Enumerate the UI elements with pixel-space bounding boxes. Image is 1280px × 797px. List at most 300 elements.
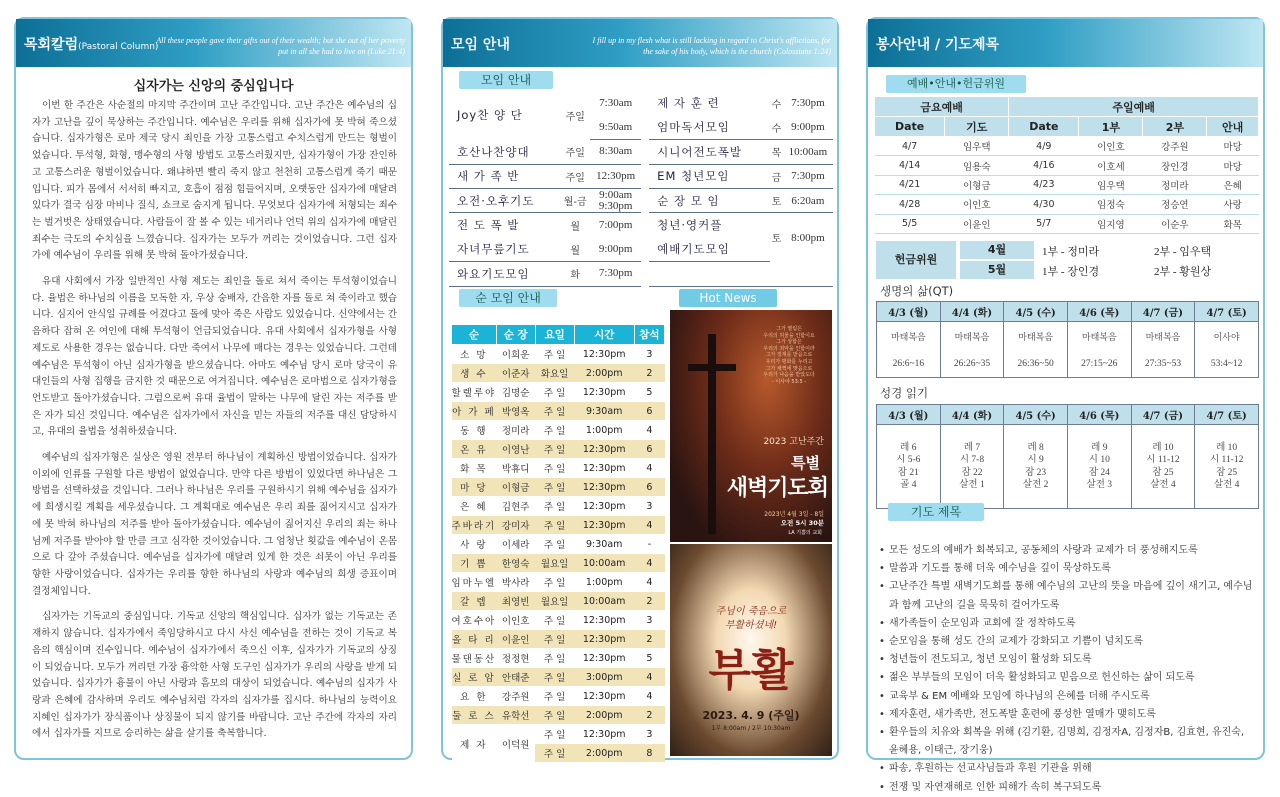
bible-reading: 레 6 시 5-6 잠 21 골 4 xyxy=(877,425,941,509)
poster-church: LA 기쁨의 교회 xyxy=(788,530,822,536)
bible-table xyxy=(876,404,1259,509)
meeting-name: 호산나찬양대 xyxy=(449,140,560,164)
meetings-header-title: 모임 안내 xyxy=(451,37,510,53)
group-leader: 김현주 xyxy=(496,497,535,516)
spacer xyxy=(641,115,649,139)
meeting-time: 7:30pm xyxy=(783,164,833,188)
meeting-day: 목 xyxy=(770,140,783,164)
pastoral-quote: All these people gave their gifts out of their wealth; but she out of her poverty put in all she had to live on (Luke 21:4) xyxy=(156,36,405,56)
easter-poster[interactable] xyxy=(670,544,832,756)
meeting-time: 7:30pm xyxy=(791,97,825,110)
service-panel xyxy=(866,17,1265,793)
meeting-day: 수 xyxy=(770,115,783,139)
qt-verse: 53:4~12 xyxy=(1195,352,1259,378)
group-leader: 박사라 xyxy=(496,573,535,592)
group-row xyxy=(452,611,665,630)
qt-day: 4/7 (토) xyxy=(1195,302,1259,322)
poster-title: 새벽기도회 xyxy=(726,476,828,501)
group-name: 기 쁨 xyxy=(452,554,497,573)
meeting-name: 순 장 모 임 xyxy=(649,189,770,213)
group-day: 주 일 xyxy=(535,706,574,725)
service-header xyxy=(868,19,1263,67)
group-day: 화요일 xyxy=(535,364,574,383)
first-service: 임우택 xyxy=(1079,175,1143,194)
group-day: 주 일 xyxy=(535,516,574,535)
spacer xyxy=(641,189,649,213)
group-count: 4 xyxy=(634,668,664,687)
group-name: 물댄동산 xyxy=(452,649,497,668)
usher: 은혜 xyxy=(1207,175,1259,194)
group-time: 1:00pm xyxy=(574,421,634,440)
group-row xyxy=(452,402,665,421)
group-name: 할렐루야 xyxy=(452,383,497,402)
prayer-item: • 말씀과 기도를 통해 더욱 예수님을 깊이 묵상하도록 xyxy=(878,560,1255,578)
group-leader: 한영숙 xyxy=(496,554,535,573)
group-day: 주 일 xyxy=(535,573,574,592)
second-service: 강주원 xyxy=(1143,137,1207,156)
group-day: 주 일 xyxy=(535,535,574,554)
meeting-name: 와요기도모임 xyxy=(449,262,560,286)
bible-reading: 레 10 시 11-12 잠 25 살전 4 xyxy=(1195,425,1259,509)
usher: 마당 xyxy=(1207,137,1259,156)
group-name: 임마누엘 xyxy=(452,573,497,592)
group-count: 6 xyxy=(634,402,664,421)
col-header: 안내 xyxy=(1207,117,1259,137)
group-time: 12:30pm xyxy=(574,630,634,649)
meeting-name: 새 가 족 반 xyxy=(449,164,560,188)
group-name: 둘 로 스 xyxy=(452,706,497,725)
meeting-name: Joy찬 양 단 xyxy=(457,108,523,123)
meeting-time: 6:20am xyxy=(783,189,833,213)
col-header: 순 장 xyxy=(496,325,535,345)
group-time: 12:30pm xyxy=(574,478,634,497)
group-count: 3 xyxy=(634,345,664,364)
col-header: 1부 xyxy=(1079,117,1143,137)
qt-day: 4/7 (금) xyxy=(1131,302,1195,322)
group-time: 2:00pm xyxy=(574,364,634,383)
group-day: 주 일 xyxy=(535,649,574,668)
group-row xyxy=(452,478,665,497)
friday-prayer: 임용숙 xyxy=(945,156,1009,175)
meeting-name: 엄마독서모임 xyxy=(649,115,770,139)
group-time: 12:30pm xyxy=(574,345,634,364)
poster-verses: 그가 찔림은 우리의 허물을 인함이요 그가 상함은 우리의 죄악을 인함이라 그가 징계를 받음으로 우리가 평화를 누리고 그가 채찍에 맞음으로 우리가 나음을 받았도다 - 이사야 53:5 - xyxy=(763,326,815,385)
poster-sub2: 부활하셨네! xyxy=(724,620,778,631)
meeting-time: 9:00pm xyxy=(590,237,641,261)
meeting-day: 토 xyxy=(770,189,783,213)
meeting-time xyxy=(783,262,833,286)
group-name: 마 당 xyxy=(452,478,497,497)
bible-reading: 레 8 시 9 잠 23 살전 2 xyxy=(1004,425,1068,509)
group-count: 4 xyxy=(634,687,664,706)
group-count: 8 xyxy=(634,744,664,763)
group-leader: 유학선 xyxy=(496,706,535,725)
offering-second: 2부 - 황원상 xyxy=(1154,266,1212,278)
group-day: 주 일 xyxy=(535,630,574,649)
spacer xyxy=(641,237,649,261)
prayer-item: • 모든 성도의 예배가 회복되고, 공동체의 사랑과 교제가 더 풍성해지도록 xyxy=(878,542,1255,560)
second-service: 정미라 xyxy=(1143,175,1207,194)
group-row xyxy=(452,725,665,744)
poster-special: 특별 xyxy=(791,454,820,472)
group-name: 올 타 리 xyxy=(452,630,497,649)
qt-day: 4/4 (화) xyxy=(940,302,1004,322)
worship-row xyxy=(875,137,1259,156)
group-count: 3 xyxy=(634,497,664,516)
group-row xyxy=(452,535,665,554)
group-row xyxy=(452,573,665,592)
group-leader: 안태준 xyxy=(496,668,535,687)
prayer-list xyxy=(878,542,1255,797)
group-time: 12:30pm xyxy=(574,497,634,516)
meetings-pill: 모임 안내 xyxy=(459,71,553,89)
group-time: 3:00pm xyxy=(574,668,634,687)
group-time: 9:30am xyxy=(574,402,634,421)
qt-verse: 27:15~26 xyxy=(1067,352,1131,378)
group-day: 주 일 xyxy=(535,345,574,364)
col-header: 참석 xyxy=(634,325,664,345)
col-header: 시간 xyxy=(574,325,634,345)
spacer xyxy=(641,91,649,115)
bible-day: 4/5 (수) xyxy=(1004,405,1068,425)
friday-date: 4/7 xyxy=(875,137,945,156)
meeting-name: EM 청년모임 xyxy=(649,164,770,188)
bible-reading: 레 10 시 11-12 잠 25 살전 4 xyxy=(1131,425,1195,509)
meeting-day xyxy=(770,262,783,286)
offering-first: 1부 - 정미라 xyxy=(1042,246,1100,258)
group-name: 여호수아 xyxy=(452,611,497,630)
group-day: 주 일 xyxy=(535,402,574,421)
meeting-day: 주일 xyxy=(565,111,585,123)
group-row xyxy=(452,687,665,706)
spacer xyxy=(641,164,649,188)
group-day: 주 일 xyxy=(535,478,574,497)
group-day: 주 일 xyxy=(535,725,574,744)
prayer-pill: 기도 제목 xyxy=(888,503,984,521)
bible-reading: 레 9 시 10 잠 24 살전 3 xyxy=(1067,425,1131,509)
group-time: 12:30pm xyxy=(574,383,634,402)
sunday-date: 4/16 xyxy=(1009,156,1079,175)
group-row xyxy=(452,516,665,535)
friday-date: 5/5 xyxy=(875,214,945,233)
article-paragraph: 십자가는 기독교의 중심입니다. 기독교 신앙의 핵심입니다. 십자가 없는 기독교는 존재하지 않습니다. 십자가에서 죽임당하시고 다시 사신 예수님을 전하는 것이 기독교 복음의 핵심이며 진수입니다. 예수님이 십자가에서 죽으신 이후, 십자가가 기독교의 상징이 되었습니다. 모두가 꺼리던 가장 흉악한 사형 도구인 십자가가 우리의 사랑을 받게 되었습니다. 십자가가 흉물이 아닌 사랑과 흠모의 대상이 되었습니다. 예수님의 십자가 사랑과 은혜에 감사하며 우리도 예수님처럼 각자의 십자가를 집시다. 하나님의 능력이요 지혜인 십자가가 장식품이나 상징물이 되지 않기를 바랍니다. 고난 주간에 각자의 자리에서 십자가를 지므로 승리하는 삶을 살기를 축복합니다. xyxy=(32,611,397,740)
group-time: 12:30pm xyxy=(574,516,634,535)
group-count: 2 xyxy=(634,706,664,725)
qt-verse: 26:36~50 xyxy=(1004,352,1068,378)
meeting-time: 7:30am xyxy=(599,96,633,109)
group-row xyxy=(452,383,665,402)
group-count: - xyxy=(634,535,664,554)
first-service: 임지영 xyxy=(1079,214,1143,233)
poster-date: 2023. 4. 9 (주일) xyxy=(702,709,800,722)
friday-prayer: 이윤인 xyxy=(945,214,1009,233)
group-day: 주 일 xyxy=(535,611,574,630)
meetings-header xyxy=(443,19,837,67)
group-leader: 이희운 xyxy=(496,345,535,364)
group-day: 월요일 xyxy=(535,592,574,611)
meeting-name xyxy=(649,262,770,286)
group-time: 12:30pm xyxy=(574,725,634,744)
group-count: 4 xyxy=(634,573,664,592)
first-service: 이인호 xyxy=(1079,137,1143,156)
qt-verse: 26:26~35 xyxy=(940,352,1004,378)
prayer-item: • 교육부 & EM 예배와 모임에 하나님의 은혜를 더해 주시도록 xyxy=(878,688,1255,706)
qt-verse: 26:6~16 xyxy=(877,352,941,378)
poster-title: 부활 xyxy=(708,645,794,696)
group-leader: 이영난 xyxy=(496,440,535,459)
sunday-worship-header: 주일예배 xyxy=(1009,97,1259,117)
second-service: 이순우 xyxy=(1143,214,1207,233)
qt-day: 4/3 (월) xyxy=(877,302,941,322)
group-name: 동 행 xyxy=(452,421,497,440)
prayer-item: • 젊은 부부들의 모임이 더욱 활성화되고 믿음으로 헌신하는 삶이 되도록 xyxy=(878,669,1255,687)
group-time: 12:30pm xyxy=(574,440,634,459)
friday-prayer: 임우택 xyxy=(945,137,1009,156)
friday-prayer: 이인호 xyxy=(945,195,1009,214)
group-name: 은 혜 xyxy=(452,497,497,516)
prayer-item: • 제자훈련, 새가족반, 전도폭발 훈련에 풍성한 열매가 맺히도록 xyxy=(878,706,1255,724)
group-time: 2:00pm xyxy=(574,706,634,725)
pastoral-header xyxy=(16,19,411,67)
group-leader: 박영옥 xyxy=(496,402,535,421)
qt-title: 생명의 삶(QT) xyxy=(880,284,954,298)
group-day: 주 일 xyxy=(535,459,574,478)
group-row xyxy=(452,649,665,668)
friday-date: 4/14 xyxy=(875,156,945,175)
article-body xyxy=(32,98,397,752)
worship-row xyxy=(875,175,1259,194)
meeting-row xyxy=(449,140,833,164)
meeting-time: 8:30am xyxy=(590,140,641,164)
meeting-day: 주일 xyxy=(560,164,590,188)
group-leader: 이세라 xyxy=(496,535,535,554)
prayer-item: • 고난주간 특별 새벽기도회를 통해 예수님의 고난의 뜻을 마음에 깊이 새기고, 예수님과 함께 고난의 길을 묵묵히 걸어가도록 xyxy=(878,578,1255,614)
group-row xyxy=(452,706,665,725)
group-count: 3 xyxy=(634,725,664,744)
group-time: 9:30am xyxy=(574,535,634,554)
group-name: 화 목 xyxy=(452,459,497,478)
friday-date: 4/21 xyxy=(875,175,945,194)
bible-day: 4/7 (토) xyxy=(1195,405,1259,425)
group-name: 소 망 xyxy=(452,345,497,364)
qt-table xyxy=(876,301,1259,378)
group-count: 5 xyxy=(634,649,664,668)
meeting-name: 제 자 훈 련 xyxy=(657,96,720,111)
offering-month: 4월 xyxy=(960,241,1034,259)
group-time: 10:00am xyxy=(574,554,634,573)
meeting-row xyxy=(449,262,833,286)
meeting-day: 토 xyxy=(771,234,782,246)
meeting-time: 7:00pm xyxy=(598,218,633,231)
group-time: 2:00pm xyxy=(574,744,634,763)
meeting-day: 월 xyxy=(560,237,590,261)
col-header: 순 xyxy=(452,325,497,345)
meeting-time: 7:30pm xyxy=(590,262,641,286)
col-header: Date xyxy=(1009,117,1079,137)
meeting-time: 9:00am 9:30pm xyxy=(590,189,641,213)
meeting-row xyxy=(449,91,833,115)
group-leader: 이윤인 xyxy=(496,630,535,649)
group-name: 온 유 xyxy=(452,440,497,459)
qt-book: 마태복음 xyxy=(877,322,941,352)
group-leader: 이덕원 xyxy=(496,725,535,763)
group-day: 주 일 xyxy=(535,744,574,763)
bible-day: 4/6 (목) xyxy=(1067,405,1131,425)
offering-label: 헌금위원 xyxy=(876,241,956,279)
group-row xyxy=(452,630,665,649)
worship-row xyxy=(875,156,1259,175)
group-name: 아 가 페 xyxy=(452,402,497,421)
meeting-day: 금 xyxy=(770,164,783,188)
first-service: 이호세 xyxy=(1079,156,1143,175)
qt-book: 이사야 xyxy=(1195,322,1259,352)
col-header: Date xyxy=(875,117,945,137)
meeting-day: 주일 xyxy=(560,140,590,164)
poster-time: 1부 8:00am / 2부 10:30am xyxy=(711,725,791,732)
pastoral-header-title: 목회칼럼(Pastoral Column) xyxy=(24,37,159,53)
group-day: 월요일 xyxy=(535,554,574,573)
group-time: 12:30pm xyxy=(574,611,634,630)
dawn-prayer-poster[interactable] xyxy=(670,310,832,542)
group-count: 2 xyxy=(634,592,664,611)
group-row xyxy=(452,345,665,364)
group-leader: 김명순 xyxy=(496,383,535,402)
group-row xyxy=(452,554,665,573)
group-row xyxy=(452,459,665,478)
poster-year: 2023 고난주간 xyxy=(763,437,824,447)
friday-date: 4/28 xyxy=(875,195,945,214)
qt-day: 4/6 (목) xyxy=(1067,302,1131,322)
group-name: 요 한 xyxy=(452,687,497,706)
meeting-time: 10:00am xyxy=(783,140,833,164)
pastoral-column-panel xyxy=(14,17,413,760)
group-time: 1:00pm xyxy=(574,573,634,592)
qt-book: 마태복음 xyxy=(940,322,1004,352)
prayer-item: • 파송, 후원하는 선교사님들과 후원 기관을 위해 xyxy=(878,760,1255,778)
article-paragraph: 예수님의 십자가형은 실상은 영원 전부터 하나님이 계획하신 방법이었습니다. 십자가 이외에 인류를 구원할 다른 방법이 없었습니다. 만약 다른 방법이 있었다면 하나님은 그 방법을 선택하셨을 것입니다. 그러나 하나님은 우리를 구원하시기 위해 예수님을 십자가에 희생시킬 계획을 세우셨습니다. 그 계획대로 예수님은 우리 죄를 짊어지시고 십자가에 못 박혀 하나님의 저주를 받아 돌아가셨습니다. 예수님이 짊어지신 우리의 죄는 하나님께 저주를 받아야 할 만큼 크고 심각한 것이었습니다. 그 엄청난 횟값을 예수님이 온몸으로 다 갚아 주셨습니다. 예수님을 십자가에 매달려 있게 한 것은 쇠못이 아닌 우리를 향한 사랑이었습니다. 십자가는 우리를 향한 하나님의 사랑과 예수님의 희생 증표이며 결정체입니다. xyxy=(32,452,397,597)
meeting-day: 화 xyxy=(560,262,590,286)
offering-month: 5월 xyxy=(960,261,1034,279)
group-count: 4 xyxy=(634,459,664,478)
group-leader: 정미라 xyxy=(496,421,535,440)
group-day: 주 일 xyxy=(535,497,574,516)
small-groups-table xyxy=(451,324,665,763)
friday-worship-header: 금요예배 xyxy=(875,97,1009,117)
meeting-row xyxy=(449,164,833,188)
group-count: 5 xyxy=(634,383,664,402)
group-leader: 이형금 xyxy=(496,478,535,497)
second-service: 정승연 xyxy=(1143,195,1207,214)
group-name: 사 랑 xyxy=(452,535,497,554)
group-row xyxy=(452,440,665,459)
group-time: 10:00am xyxy=(574,592,634,611)
meeting-time: 9:50am xyxy=(590,115,641,139)
group-name: 주바라기 xyxy=(452,516,497,535)
prayer-item: • 전쟁 및 자연재해로 인한 피해가 속히 복구되도록 xyxy=(878,779,1255,797)
qt-book: 마태복음 xyxy=(1067,322,1131,352)
sunday-date: 4/23 xyxy=(1009,175,1079,194)
offering-first: 1부 - 장인경 xyxy=(1042,266,1100,278)
hot-news-pill: Hot News xyxy=(679,289,777,307)
group-row xyxy=(452,592,665,611)
cross-image-bar xyxy=(688,364,736,371)
group-leader: 강미자 xyxy=(496,516,535,535)
spacer xyxy=(641,140,649,164)
group-count: 4 xyxy=(634,421,664,440)
meeting-time: 12:30pm xyxy=(590,164,641,188)
group-row xyxy=(452,668,665,687)
worship-table xyxy=(874,96,1259,234)
meeting-time: 8:00pm xyxy=(791,231,825,244)
poster-sub1: 주님이 죽음으로 xyxy=(715,606,787,617)
group-day: 주 일 xyxy=(535,421,574,440)
bible-day: 4/4 (화) xyxy=(940,405,1004,425)
sunday-date: 5/7 xyxy=(1009,214,1079,233)
group-leader: 최영빈 xyxy=(496,592,535,611)
meeting-name: 전 도 폭 발 xyxy=(457,218,520,233)
group-day: 주 일 xyxy=(535,440,574,459)
group-day: 주 일 xyxy=(535,383,574,402)
article-paragraph: 유대 사회에서 가장 일반적인 사형 제도는 죄인을 돌로 쳐서 죽이는 투석형이었습니다. 율법은 하나님의 이름을 모독한 자, 우상 숭배자, 간음한 자를 돌로 쳐 죽이라고 했습니다. 심지어 안식일 규례를 어겼다고 돌에 맞아 죽은 사람도 있었습니다. 신약에서는 간음하다 잡혀 온 여인에 대해 투석형이 언급되었습니다. 유대 사회에서 십자가형을 사형 제도로 사용한 경우는 없습니다. 다만 죽여서 나무에 매다는 경우는 있었습니다. 그런데 예수님은 투석형이 아닌 십자가형을 받으셨습니다. 아마도 예수님 당시 로마 당국이 유대인들의 사형 집행을 금지한 것 때문으로 여겨집니다. 예수님은 로마법으로 십자가형을 언도받고 돌아가셨습니다. 그럼으로써 유대 율법이 말하는 나무에 달린 자는 저주를 받은 자가 되신 것입니다. 예수님은 십자가에서 자신을 믿는 자들의 저주를 대신 담당하시고, 유대의 율법을 성취하셨습니다. xyxy=(32,276,397,438)
group-count: 2 xyxy=(634,630,664,649)
sunday-date: 4/30 xyxy=(1009,195,1079,214)
meeting-time: 9:00pm xyxy=(783,115,833,139)
spacer xyxy=(641,213,649,237)
meeting-name: 청년·영커플 xyxy=(657,218,723,233)
second-service: 장인경 xyxy=(1143,156,1207,175)
prayer-item: • 새가족들이 순모임과 교회에 잘 정착하도록 xyxy=(878,615,1255,633)
group-count: 4 xyxy=(634,554,664,573)
meeting-row xyxy=(449,189,833,213)
qt-day: 4/5 (수) xyxy=(1004,302,1068,322)
worship-row xyxy=(875,195,1259,214)
bible-title: 성경 읽기 xyxy=(880,386,929,400)
qt-book: 마태복음 xyxy=(1004,322,1068,352)
group-name: 실 로 암 xyxy=(452,668,497,687)
bible-day: 4/7 (금) xyxy=(1131,405,1195,425)
meeting-day: 월-금 xyxy=(560,189,590,213)
group-time: 12:30pm xyxy=(574,687,634,706)
group-count: 6 xyxy=(634,440,664,459)
small-groups-pill: 순 모임 안내 xyxy=(459,289,557,307)
group-row xyxy=(452,421,665,440)
col-header: 요일 xyxy=(535,325,574,345)
meeting-row xyxy=(449,213,833,237)
col-header: 2부 xyxy=(1143,117,1207,137)
meetings-quote: I fill up in my flesh what is still lacking in regard to Christ's afflictions, for the sake of his body, which is the church (Colossians 1:24) xyxy=(592,36,831,56)
col-header: 기도 xyxy=(945,117,1009,137)
meeting-day: 월 xyxy=(570,221,581,233)
first-service: 임정숙 xyxy=(1079,195,1143,214)
meeting-day: 수 xyxy=(771,99,782,111)
group-time: 12:30pm xyxy=(574,649,634,668)
friday-prayer: 이형금 xyxy=(945,175,1009,194)
article-title: 십자가는 신앙의 중심입니다 xyxy=(133,79,294,94)
meetings-table xyxy=(449,91,833,287)
group-count: 6 xyxy=(634,478,664,497)
group-name: 생 수 xyxy=(452,364,497,383)
group-day: 주 일 xyxy=(535,668,574,687)
service-header-title: 봉사안내 / 기도제목 xyxy=(876,37,1000,53)
group-leader: 이인호 xyxy=(496,611,535,630)
group-count: 4 xyxy=(634,516,664,535)
bible-day: 4/3 (월) xyxy=(877,405,941,425)
usher: 마당 xyxy=(1207,156,1259,175)
group-count: 2 xyxy=(634,364,664,383)
sunday-date: 4/9 xyxy=(1009,137,1079,156)
article-paragraph: 이번 한 주간은 사순절의 마지막 주간이며 고난 주간입니다. 고난 주간은 예수님의 십자가 고난을 깊이 묵상하는 주간입니다. 예수님은 우리를 위해 십자가에 못 박혀 죽으셨습니다. 십자가형은 로마 제국 당시 죄인을 가장 고통스럽고 수치스럽게 만드는 형벌이었습니다. 투석형, 화형, 맹수형의 사형 방법도 고통스러웠지만, 십자가형이 가장 잔인하고 고통스러운 형벌이었습니다. 왜냐하면 빨리 죽지 않고 천천히 고통스럽게 죽기 때문입니다. 피가 몸에서 서서히 빠지고, 호흡이 점점 힘들어지며, 오랫동안 십자가에 매달려 있다가 결국 심장 마비나 질식, 쇼크로 숨지게 됩니다. 무엇보다 십자가에 처형되는 죄수는 벌거벗은 상태였습니다. 사람들이 잘 볼 수 있는 네거리나 언덕 위의 십자가에 매달린 죄수는 극도의 수치심을 느꼈습니다. 십자가는 모두가 꺼리는 것이었습니다. 그런 십자가에 예수님이 우리를 위해 못 박혀 돌아가셨습니다. xyxy=(32,100,397,262)
poster-time: 오전 5시 30분 xyxy=(780,519,824,527)
